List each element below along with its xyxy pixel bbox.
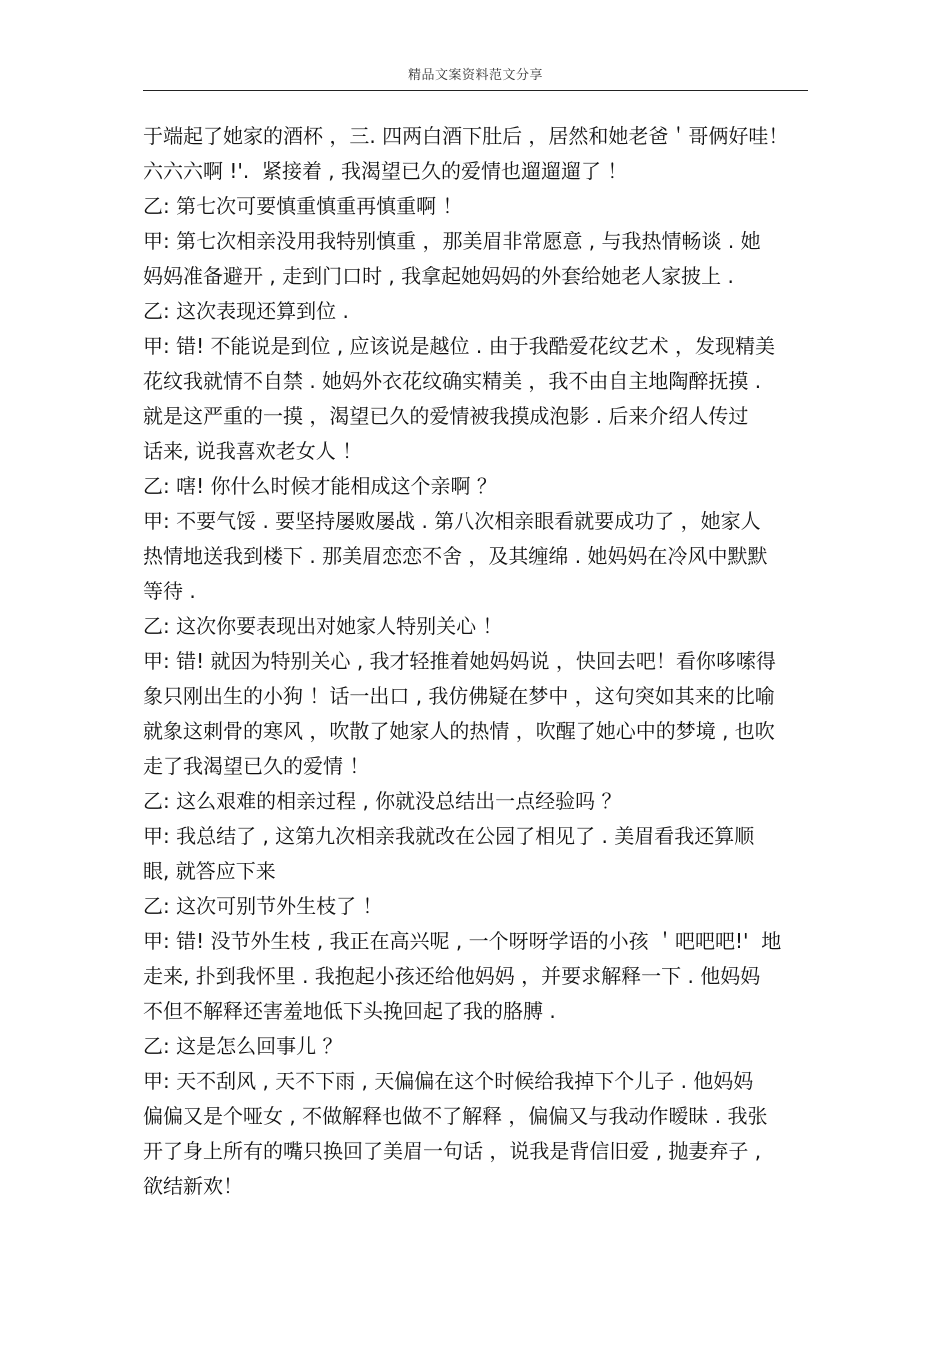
text-line: 眼, 就答应下来	[143, 859, 276, 883]
text-line: 欲结新欢！	[143, 1174, 243, 1198]
text-line: 乙: 第七次可要慎重慎重再慎重啊 ！	[143, 194, 463, 218]
page-header: 精品文案资料范文分享	[407, 68, 543, 83]
text-line: 偏偏又是个哑女 , 不做解释也做不了解释 ，偏偏又与我动作暧昧 . 我张	[143, 1104, 768, 1128]
document-body	[143, 119, 808, 1204]
text-line: 乙: 这次你要表现出对她家人特别关心 ！	[143, 614, 503, 638]
text-line: 花纹我就情不自禁 . 她妈外衣花纹确实精美 ，我不由自主地陶醉抚摸 .	[143, 369, 762, 393]
text-line: 甲: 第七次相亲没用我特别慎重 ，那美眉非常愿意 , 与我热情畅谈 . 她	[143, 229, 761, 253]
text-line: 乙: 这次表现还算到位 .	[143, 299, 349, 323]
text-line: 甲: 我总结了 , 这第九次相亲我就改在公园了相见了 . 美眉看我还算顺	[143, 824, 755, 848]
text-line: 甲: 错! 就因为特别关心 , 我才轻推着她妈妈说 ，快回去吧！看你哆嗦得	[143, 649, 776, 673]
text-line: 热情地送我到楼下 . 那美眉恋恋不舍 ，及其缠绵 . 她妈妈在冷风中默默	[143, 544, 768, 568]
text-line: 等待 .	[143, 579, 196, 603]
text-line: 走了我渴望已久的爱情 ！	[143, 754, 370, 778]
text-line: 乙: 这是怎么回事儿 ？	[143, 1034, 343, 1058]
text-line: 话来, 说我喜欢老女人 ！	[143, 439, 363, 463]
text-line: 不但不解释还害羞地低下头挽回起了我的胳膊 .	[143, 999, 556, 1023]
text-line: 妈妈准备避开 , 走到门口时 , 我拿起她妈妈的外套给她老人家披上 .	[143, 264, 734, 288]
text-line: 开了身上所有的嘴只换回了美眉一句话 ，说我是背信旧爱 , 抛妻弃子 ,	[143, 1139, 762, 1163]
text-line: 甲: 天不刮风 , 天不下雨 , 天偏偏在这个时候给我掉下个儿子 . 他妈妈	[143, 1069, 754, 1093]
text-line: 甲: 错! 不能说是到位 , 应该说是越位 . 由于我酷爱花纹艺术 ，发现精美	[143, 334, 775, 358]
text-line: 于端起了她家的酒杯 ，三. 四两白酒下肚后 ，居然和她老爸＇哥俩好哇！	[143, 124, 789, 148]
text-line: 乙: 这次可别节外生枝了 ！	[143, 894, 383, 918]
text-line: 乙: 这么艰难的相亲过程 , 你就没总结出一点经验吗 ？	[143, 789, 622, 813]
text-line: 六六六啊 !'. 紧接着 , 我渴望已久的爱情也遛遛遛了 ！	[143, 159, 628, 183]
text-line: 走来, 扑到我怀里 . 我抱起小孩还给他妈妈 ，并要求解释一下 . 他妈妈	[143, 964, 761, 988]
text-line: 乙: 嗐! 你什么时候才能相成这个亲啊 ？	[143, 474, 497, 498]
text-line: 就是这严重的一摸 ，渴望已久的爱情被我摸成泡影 . 后来介绍人传过	[143, 404, 749, 428]
header-divider	[143, 90, 808, 91]
text-line: 甲: 错! 没节外生枝 , 我正在高兴呢 , 一个呀呀学语的小孩 ＇吧吧吧!' 地	[143, 929, 782, 953]
text-line: 甲: 不要气馁 . 要坚持屡败屡战 . 第八次相亲眼看就要成功了 ，她家人	[143, 509, 761, 533]
text-line: 象只刚出生的小狗 ！话一出口 , 我仿佛疑在梦中 ，这句突如其来的比喻	[143, 684, 775, 708]
text-line: 就象这刺骨的寒风 ，吹散了她家人的热情 ，吹醒了她心中的梦境 , 也吹	[143, 719, 775, 743]
